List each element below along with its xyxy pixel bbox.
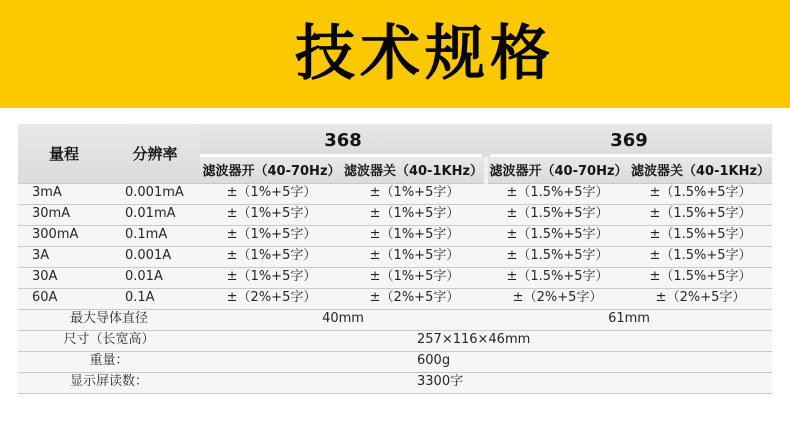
accuracy-cell-369-off: ±（1.5%+5字）: [629, 204, 772, 225]
accuracy-cell-368-on: ±（1%+5字）: [200, 183, 343, 204]
accuracy-cell-368-off: ±（1%+5字）: [343, 204, 486, 225]
resolution-cell: 0.01A: [110, 267, 200, 288]
range-cell: 3A: [18, 246, 110, 267]
accuracy-cell-368-off: ±（1%+5字）: [343, 225, 486, 246]
display-count-row: [18, 372, 772, 393]
accuracy-cell-369-off: ±（1.5%+5字）: [629, 246, 772, 267]
size-value: 257×116×46mm: [200, 330, 772, 351]
col-header-resolution: 分辨率: [110, 124, 200, 183]
model-369-filter-off-header: 滤波器关（40-1KHz）: [629, 157, 772, 183]
accuracy-cell-368-on: ±（1%+5字）: [200, 246, 343, 267]
accuracy-cell-369-on: ±（2%+5字）: [486, 288, 629, 309]
resolution-cell: 0.001A: [110, 246, 200, 267]
resolution-cell: 0.001mA: [110, 183, 200, 204]
table-row: [18, 288, 772, 309]
header-row-models: [18, 124, 772, 157]
resolution-cell: 0.01mA: [110, 204, 200, 225]
accuracy-cell-369-off: ±（1.5%+5字）: [629, 267, 772, 288]
accuracy-cell-368-off: ±（1%+5字）: [343, 183, 486, 204]
table-row: [18, 204, 772, 225]
max-diameter-368-value: 40mm: [200, 309, 486, 330]
accuracy-cell-368-off: ±（1%+5字）: [343, 246, 486, 267]
table-row: [18, 246, 772, 267]
model-369-filter-on-header: 滤波器开（40-70Hz）: [486, 157, 629, 183]
weight-label: 重量：: [18, 351, 200, 372]
range-cell: 300mA: [18, 225, 110, 246]
spec-table-container: [18, 124, 772, 394]
size-row: [18, 330, 772, 351]
col-header-range: 量程: [18, 124, 110, 183]
accuracy-cell-368-off: ±（2%+5字）: [343, 288, 486, 309]
page-title: 技术规格: [295, 19, 555, 89]
model-368-header: 368: [200, 124, 486, 157]
resolution-cell: 0.1mA: [110, 225, 200, 246]
display-count-label: 显示屏读数：: [18, 372, 200, 393]
range-cell: 30A: [18, 267, 110, 288]
max-diameter-label: 最大导体直径: [18, 309, 200, 330]
model-368-filter-off-header: 滤波器关（40-1KHz）: [343, 157, 486, 183]
accuracy-cell-369-on: ±（1.5%+5字）: [486, 204, 629, 225]
spec-table: [18, 124, 772, 394]
accuracy-cell-369-on: ±（1.5%+5字）: [486, 225, 629, 246]
max-diameter-369-value: 61mm: [486, 309, 772, 330]
accuracy-cell-369-on: ±（1.5%+5字）: [486, 246, 629, 267]
table-row: [18, 267, 772, 288]
model-369-header: 369: [486, 124, 772, 157]
table-row: [18, 183, 772, 204]
accuracy-cell-369-off: ±（2%+5字）: [629, 288, 772, 309]
accuracy-cell-369-on: ±（1.5%+5字）: [486, 183, 629, 204]
size-label: 尺寸（长宽高）: [18, 330, 200, 351]
accuracy-cell-368-off: ±（1%+5字）: [343, 267, 486, 288]
accuracy-cell-368-on: ±（1%+5字）: [200, 267, 343, 288]
resolution-cell: 0.1A: [110, 288, 200, 309]
range-cell: 3mA: [18, 183, 110, 204]
accuracy-cell-368-on: ±（2%+5字）: [200, 288, 343, 309]
title-banner: [0, 0, 790, 108]
accuracy-cell-369-on: ±（1.5%+5字）: [486, 267, 629, 288]
accuracy-cell-369-off: ±（1.5%+5字）: [629, 183, 772, 204]
accuracy-cell-368-on: ±（1%+5字）: [200, 204, 343, 225]
max-diameter-row: [18, 309, 772, 330]
range-cell: 60A: [18, 288, 110, 309]
weight-value: 600g: [200, 351, 772, 372]
table-row: [18, 225, 772, 246]
accuracy-cell-368-on: ±（1%+5字）: [200, 225, 343, 246]
model-368-filter-on-header: 滤波器开（40-70Hz）: [200, 157, 343, 183]
accuracy-cell-369-off: ±（1.5%+5字）: [629, 225, 772, 246]
display-count-value: 3300字: [200, 372, 772, 393]
weight-row: [18, 351, 772, 372]
range-cell: 30mA: [18, 204, 110, 225]
